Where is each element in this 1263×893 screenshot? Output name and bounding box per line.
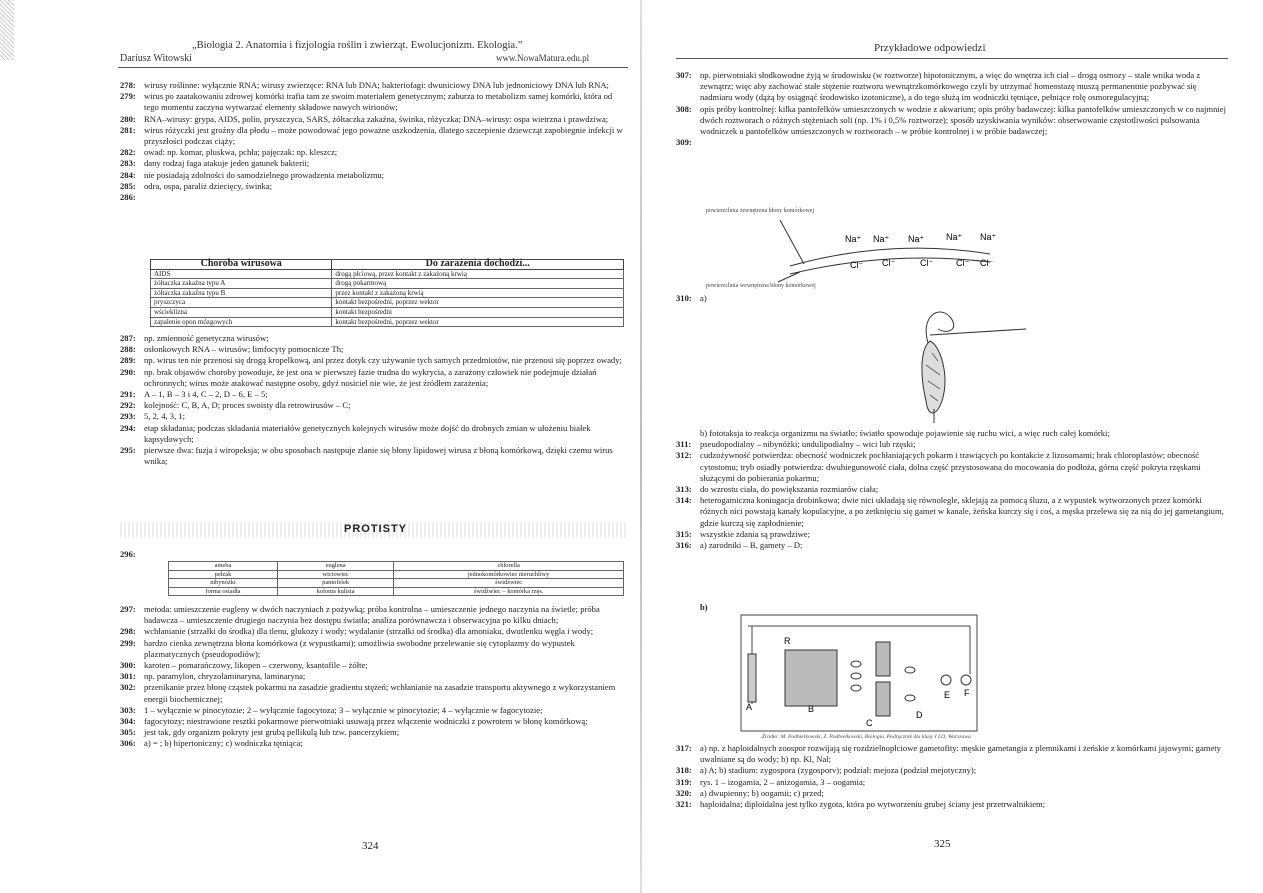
answer-entry xyxy=(120,170,628,181)
answer-number: 289: xyxy=(120,355,136,366)
table-cell: żółtaczka zakaźna typu A xyxy=(151,279,332,289)
zygote xyxy=(941,675,951,685)
answer-entry xyxy=(120,411,628,422)
answer-text: pierwsze dwa: fuzja i wiropeksja; w obu sposobach następuje zlanie się błony lipidowej wirusa z błoną komórkową, dzięki czemu wirus wnika; xyxy=(144,445,613,467)
answer-text: wszystkie zdania są prawdziwe; xyxy=(700,528,811,539)
table-row xyxy=(169,570,624,579)
table-cell: kontakt bezpośredni, poprzez wektor xyxy=(332,298,624,308)
virus-disease-table xyxy=(150,259,624,327)
answer-number: 290: xyxy=(120,366,136,377)
answer-entry xyxy=(676,788,1228,799)
left-header-author: Dariusz Witowski xyxy=(120,53,192,64)
label-310: 310: a) xyxy=(676,293,707,303)
answer-entry xyxy=(120,671,628,682)
answer-text: np. wirus ten nie przenosi się drogą kropelkową, ani przez dotyk czy używanie tych samych przedmiotów, nie przenosi się poprzez owady; xyxy=(144,355,622,366)
left-entries-a xyxy=(120,80,628,203)
answer-entry xyxy=(676,137,1228,148)
answer-text: jest tak, gdy organizm pokryty jest grubą pellikulą lub tzw. pancerzykiem; xyxy=(144,727,400,738)
answer-number: 293: xyxy=(120,411,136,422)
answer-entry xyxy=(120,682,628,704)
answer-number: 320: xyxy=(676,787,692,798)
answer-number: 308: xyxy=(676,103,692,114)
answer-number: 321: xyxy=(676,799,692,810)
section-title: PROTISTY xyxy=(344,523,408,535)
label-f: F xyxy=(964,688,970,698)
answer-text: kolejność: C, B, A, D; proces swoisty dla retrowirusów – C; xyxy=(144,400,351,411)
table-header: Choroba wirusowa xyxy=(151,260,332,270)
gametophyte xyxy=(876,642,890,676)
gamete xyxy=(905,667,915,673)
table-row xyxy=(169,562,624,571)
answer-entry xyxy=(120,114,628,125)
answer-number: 288: xyxy=(120,344,136,355)
answer-number: 282: xyxy=(120,147,136,158)
table-cell: pełzak xyxy=(169,570,278,579)
table-row xyxy=(151,298,624,308)
table-cell: nibynóżki xyxy=(169,579,278,588)
answer-number: 281: xyxy=(120,124,136,135)
table-cell: kontakt bezpośredni xyxy=(332,307,624,317)
answer-text: heterogamiczna koniugacja drobinkowa; dwie nici układają się równolegle, sklejają za pomocą śluzu, a z wypustek wytworzonych przez komórki różnych nici powstają kanały kopulacyjne, a po zetknięciu się gamet w kanale, żeńska kurczy się i coś, a męska przelewa się za nią do jej gametangium, gdzie kurczą się zapłodnienie; xyxy=(700,495,1224,528)
table-cell: ameba xyxy=(169,562,278,571)
answer-text: opis próby kontrolnej: kilka pantofelków umieszczonych w wodzie z akwarium; opis próby badawczej: kilka pantofelków umieszczonych w co najmniej dwóch roztworach o różnych stężeniach soli (np. 1% i 0,5% roztworze); sposób uzyskiwania wyników: obserwowanie częstotliwości pulsowania wodniczek u pantofelków umieszczonych w roztworach – w próbie kontrolnej i w próbie badawczej; xyxy=(700,103,1226,137)
answer-entry xyxy=(676,428,1228,439)
answer-entry xyxy=(120,716,628,727)
answer-text: odra, ospa, paraliż dziecięcy, świnka; xyxy=(144,180,273,191)
left-header-url: www.NowaMatura.edu.pl xyxy=(496,53,590,63)
zygospore xyxy=(961,675,971,685)
table-row xyxy=(151,269,624,279)
answer-text: dany rodzaj faga atakuje jeden gatunek bakterii; xyxy=(144,158,310,169)
left-entries-c xyxy=(120,604,628,750)
answer-text: np. zmienność genetyczna wirusów; xyxy=(144,333,269,343)
euglena-drawing xyxy=(890,305,1030,425)
euglena-body xyxy=(922,341,945,413)
answer-text: osłonkowych RNA – wirusów; limfocyty pomocnicze Th; xyxy=(144,344,344,355)
answer-entry xyxy=(120,158,628,169)
right-page xyxy=(640,0,1263,893)
answer-text xyxy=(700,137,1228,148)
label-b: B xyxy=(808,704,815,714)
table-cell: żółtaczka zakaźna typu B xyxy=(151,288,332,298)
table-cell: jednokomórkowiec nieruchliwy xyxy=(394,570,624,579)
answer-number: 316: xyxy=(676,540,692,551)
membrane-diagram xyxy=(770,218,1010,286)
na-ion: Na⁺ xyxy=(873,234,890,244)
cl-ion: Cl⁻ xyxy=(850,260,864,270)
pointer-line xyxy=(780,220,804,264)
answer-entry xyxy=(120,638,628,660)
membrane-inner-label: powierzchnia wewnętrzna błony komórkowej xyxy=(706,283,816,289)
left-header-title: „Biologia 2. Anatomia i fizjologia roślin i zwierząt. Ewolucjonizm. Ekologia.” xyxy=(192,40,523,51)
answer-entry xyxy=(676,529,1228,540)
answer-number: 311: xyxy=(676,439,692,450)
answer-number: 319: xyxy=(676,776,692,787)
answer-number: 304: xyxy=(120,716,136,727)
answer-number: 295: xyxy=(120,445,136,456)
table-cell: wścieklizna xyxy=(151,307,332,317)
answer-number: 315: xyxy=(676,528,692,539)
label-296: 296: xyxy=(120,549,136,559)
zoospore xyxy=(851,673,861,679)
answer-text: A – 1, B – 3 i 4, C – 2, D – 6, E – 5; xyxy=(144,389,268,400)
left-header-rule xyxy=(118,67,628,68)
answer-entry xyxy=(676,70,1228,104)
answer-number: 291: xyxy=(120,389,136,400)
label-e: E xyxy=(944,690,951,700)
answer-entry xyxy=(120,445,628,467)
answer-entry xyxy=(676,104,1228,138)
protist-table xyxy=(168,561,624,596)
answer-entry xyxy=(120,423,628,445)
answer-entry xyxy=(120,147,628,158)
table-cell: kolonia kulista xyxy=(277,587,393,596)
table-cell: świdźwiec xyxy=(394,579,624,588)
answer-number: 286: xyxy=(120,192,136,203)
table-cell: drogą pokarmową xyxy=(332,279,624,289)
table-cell: AIDS xyxy=(151,269,332,279)
life-cycle-diagram xyxy=(740,614,980,732)
answer-entry xyxy=(120,333,628,344)
answer-text: do wzrostu ciała, do powiększania rozmiarów ciała; xyxy=(700,484,879,495)
answer-text: etap składania; podczas składania materiałów genetycznych kolejnych wirusów może dojść do drobnych zmian w ułożeniu białek kapsydowych; xyxy=(144,422,591,444)
answer-text: wirusy roślinne: wyłącznie RNA; wirusy zwierzęce: RNA lub DNA; bakteriofagi: dwuniciowy DNA lub jednoniciowy DNA lub RNA; xyxy=(144,80,609,90)
answer-entry xyxy=(120,80,628,91)
table-cell: pantofelek xyxy=(277,579,393,588)
answer-entry xyxy=(120,367,628,389)
answer-text: 1 – wyłącznie w pinocytozie; 2 – wyłącznie fagocytoza; 3 – wyłącznie w pinocytozie; 4 – wyłącznie w fagocytozie; xyxy=(144,704,543,715)
answer-entry xyxy=(120,344,628,355)
answer-text: a) np. z haploidalnych zoospor rozwijają się rozdzielnopłciowe gametofity: męskie gametangia z plemnikami i żeńskie z komórkami jajowymi; gamety uwalniane są do wody; b) np. Kl, Nal; xyxy=(700,743,1221,765)
zoospore xyxy=(851,685,861,691)
answer-number: 313: xyxy=(676,484,692,495)
answer-number: 309: xyxy=(676,137,692,148)
cl-ion: Cl⁻ xyxy=(882,258,896,268)
answer-number: 302: xyxy=(120,682,136,693)
na-ion: Na⁺ xyxy=(908,234,925,244)
answer-entry xyxy=(120,705,628,716)
answer-text: bardzo cienka zewnętrzna błona komórkowa (z wypustkami); umożliwia swobodne przelewanie się cytoplazmy do wypustek plazmatycznych (pseudopodiów); xyxy=(144,637,575,659)
table-row xyxy=(151,307,624,317)
table-row xyxy=(169,579,624,588)
answer-entry xyxy=(676,765,1228,776)
answer-number: 278: xyxy=(120,80,136,90)
na-ion: Na⁺ xyxy=(980,232,997,242)
pointer-line xyxy=(778,272,800,282)
answer-text: wchłanianie (strzałki do środka) dla tlenu, glukozy i wody; wydalanie (strzałki od środka) dla amoniaku, dwutlenku węgla i wody; xyxy=(144,626,594,637)
right-entries-b xyxy=(676,428,1228,551)
answer-number: 280: xyxy=(120,113,136,124)
answer-entry xyxy=(676,439,1228,450)
answer-number: 306: xyxy=(120,738,136,749)
answer-text: np. brak objawów choroby powoduje, że jest ona w pierwszej fazie trudna do wykrycia, a zarażony człowiek nie podejmuje działań ochronnych; wirus może atakować następne osoby, gdyż nosiciel nie wie, że jest źródłem zarażenia; xyxy=(144,366,597,388)
answer-number: 283: xyxy=(120,158,136,169)
table-row xyxy=(151,317,624,327)
answer-entry xyxy=(676,495,1228,529)
answer-text: przenikanie przez błonę cząstek pokarmu na zasadzie gradientu stężeń; wchłanianie na zasadzie transportu aktywnego z wykorzystaniem energii biochemicznej; xyxy=(144,682,616,704)
answer-entry xyxy=(120,400,628,411)
na-ion: Na⁺ xyxy=(845,234,862,244)
filament-a xyxy=(748,654,756,702)
answer-text: b) fototaksja to reakcja organizmu na światło; światło spowoduje pojawienie się ruchu wici, a więc ruch całej komórki; xyxy=(700,428,1110,438)
right-entries-c xyxy=(676,743,1228,810)
answer-text: rys. 1 – izogamia, 2 – anizogamia, 3 – oogamia; xyxy=(700,776,866,787)
answer-text: owad: np. komar, pluskwa, pchła; pajęczak: np. kleszcz; xyxy=(144,147,338,158)
table-cell: chlorella xyxy=(394,562,624,571)
answer-entry xyxy=(120,181,628,192)
left-entries-b xyxy=(120,333,628,467)
answer-entry xyxy=(120,355,628,366)
figure-caption: Źródło: M. Podbielkowski, Z. Podbielkowski, Biologia. Podręcznik dla klasy I LO, Warszawa xyxy=(762,734,971,740)
answer-text: np. pierwotniaki słodkowodne żyją w środowisku (w roztworze) hipotonicznym, a więc do wnętrza ich ciał – drogą osmozy – stale wnika woda z zewnątrz; więc aby zachować stałe stężenie roztworu wewnątrzkomórkowego czyli by utrzymać homeostazę muszą permanentnie pozbywać się nadmiaru wody (dążą by osiągnąć środowisko izotoniczne), a do tego służą im wodniczki tętniące, pełniące rolę osmoregulacyjną; xyxy=(700,70,1201,103)
right-entries-a xyxy=(676,70,1228,148)
answer-entry xyxy=(120,727,628,738)
answer-entry xyxy=(120,192,628,203)
answer-number: 312: xyxy=(676,450,692,461)
answer-number: 317: xyxy=(676,743,692,753)
pointer-line xyxy=(930,329,1026,335)
gamete xyxy=(905,695,915,701)
answer-text: np. paramylon, chryzolaminaryna, laminaryna; xyxy=(144,671,306,682)
table-cell: euglena xyxy=(277,562,393,571)
right-header-rule xyxy=(676,58,1228,59)
answer-entry xyxy=(120,660,628,671)
label-c: C xyxy=(866,718,873,728)
table-cell: forma osiadła xyxy=(169,587,278,596)
answer-text: metoda: umieszczenie eugleny w dwóch naczyniach z pożywką; próba kontrolna – umieszczenie jednego naczynia na świetle; próba badawcza – umieszczenie drugiego naczynia bez dostępu światła; analiza porównawcza i obserwacyjna po kilku dniach; xyxy=(144,604,600,626)
answer-text: fagocytozy; niestrawione resztki pokarmowe pierwotniaki usuwają przez włączenie wodniczki z powrotem w błonę komórkową; xyxy=(144,716,588,727)
cl-ion: Cl⁻ xyxy=(956,258,970,268)
cl-ion: Cl⁻ xyxy=(920,258,934,268)
answer-number: 285: xyxy=(120,180,136,191)
answer-text: pseudopodialny – nibynóżki; undulipodialny – wici lub rzęski; xyxy=(700,439,916,450)
cl-ion: Cl⁻ xyxy=(980,258,994,268)
answer-text: wirus różyczki jest groźny dla płodu – może powodować jego poważne uszkodzenia, dlatego szczepienie dziewcząt zapobiegnie infekcji w przyszłości podczas ciąży; xyxy=(144,124,623,147)
answer-entry xyxy=(120,604,628,626)
answer-number: 303: xyxy=(120,704,136,715)
answer-text: a) = ; b) hipertoniczny; c) wodniczka tętniąca; xyxy=(144,738,303,749)
answer-text: a) A; b) stadium: zygospora (zygosporv); podział: mejoza (podział mejotyczny); xyxy=(700,765,977,776)
answer-text: a) zarodniki – B, gamety – D; xyxy=(700,540,803,551)
answer-number: 300: xyxy=(120,660,136,671)
answer-text: haploidalna; diploidalna jest tylko zygota, która po wytworzeniu grubej ściany jest przetrwalnikiem; xyxy=(700,799,1046,810)
membrane-outer-label: powierzchnia zewnętrzna błony komórkowej xyxy=(706,208,815,214)
page-number: 324 xyxy=(362,840,379,852)
table-cell: drogą płciową, przez kontakt z zakażoną krwią xyxy=(332,269,624,279)
answer-entry xyxy=(676,743,1228,765)
label-d: D xyxy=(916,710,923,720)
answer-entry xyxy=(120,91,628,113)
answer-entry xyxy=(676,484,1228,495)
answer-number xyxy=(676,428,700,439)
right-header-title: Przykładowe odpowiedzi xyxy=(874,42,986,54)
gametophyte xyxy=(876,682,890,716)
table-row xyxy=(169,587,624,596)
answer-text: cudzożywność potwierdza: obecność wodniczek pochłaniających pokarm i trawiących po kontakcie z lizosomami; brak chloroplastów; obecność cytostomu; tryb osiadły potwierdza: dwuhiegunowość ciała, dolna część przystosowana do mocowania do podłoża, górna część pokryta rzęskami służącymi do pobierania pokarmu; xyxy=(700,450,1201,483)
table-header: Do zarażenia dochodzi... xyxy=(332,260,624,270)
table-cell: przez kontakt z zakażoną krwią xyxy=(332,288,624,298)
answer-text: wirus po zaatakowaniu zdrowej komórki trafia tam ze swoim materiałem genetycznym; zaburza to metabolizm samej komórki, która od tego momentu zaczyna wytwarzać elementy składowe nowych wirionów; xyxy=(144,91,613,113)
answer-entry xyxy=(676,450,1228,484)
answer-number: 314: xyxy=(676,495,692,506)
table-cell: wiciowiec xyxy=(277,570,393,579)
answer-number: 287: xyxy=(120,333,136,343)
sporangium-b xyxy=(785,650,837,706)
answer-entry xyxy=(120,738,628,749)
table-cell: świdźwiec – komórka rzęs. xyxy=(394,587,624,596)
answer-text: karoten – pomarańczowy, likopen – czerwony, ksantofile – żółte; xyxy=(144,660,368,671)
table-cell: pryszczyca xyxy=(151,298,332,308)
table-cell: kontakt bezpośredni, poprzez wektor xyxy=(332,317,624,327)
diagram-frame xyxy=(741,615,977,731)
answer-entry xyxy=(120,626,628,637)
answer-number: 279: xyxy=(120,91,136,102)
table-row xyxy=(151,288,624,298)
flagellum xyxy=(926,312,954,343)
answer-number: 294: xyxy=(120,422,136,433)
answer-text: 5, 2, 4, 3, 1; xyxy=(144,411,186,422)
answer-number: 298: xyxy=(120,626,136,637)
table-row xyxy=(151,279,624,289)
answer-number: 297: xyxy=(120,604,136,614)
answer-number: 318: xyxy=(676,765,692,776)
answer-number: 284: xyxy=(120,169,136,180)
answer-text: nie posiadają zdolności do samodzielnego prowadzenia metabolizmu; xyxy=(144,169,385,180)
answer-text xyxy=(144,192,628,203)
answer-entry xyxy=(676,799,1228,810)
label-a: A xyxy=(746,702,753,712)
answer-number: 292: xyxy=(120,400,136,411)
answer-number: 301: xyxy=(120,671,136,682)
label-316b: b) xyxy=(700,602,708,612)
answer-entry xyxy=(676,540,1228,551)
label-r: R xyxy=(784,636,791,646)
answer-number: 305: xyxy=(120,727,136,738)
table-cell: zapalenie opon mózgowych xyxy=(151,317,332,327)
answer-entry xyxy=(120,389,628,400)
answer-number: 299: xyxy=(120,637,136,648)
answer-text: a) dwupienny; b) oogamii; c) przed; xyxy=(700,787,824,798)
zoospore xyxy=(851,661,861,667)
answer-number: 307: xyxy=(676,70,692,80)
page-number: 325 xyxy=(934,838,951,850)
na-ion: Na⁺ xyxy=(946,232,963,242)
answer-text: RNA–wirusy: grypa, AIDS, polio, pryszczyca, SARS, żółtaczka zakaźna, świnka, różyczka; DNA–wirusy: ospa wietrzna i prawdziwa; xyxy=(144,113,609,124)
answer-entry xyxy=(676,777,1228,788)
answer-entry xyxy=(120,125,628,147)
